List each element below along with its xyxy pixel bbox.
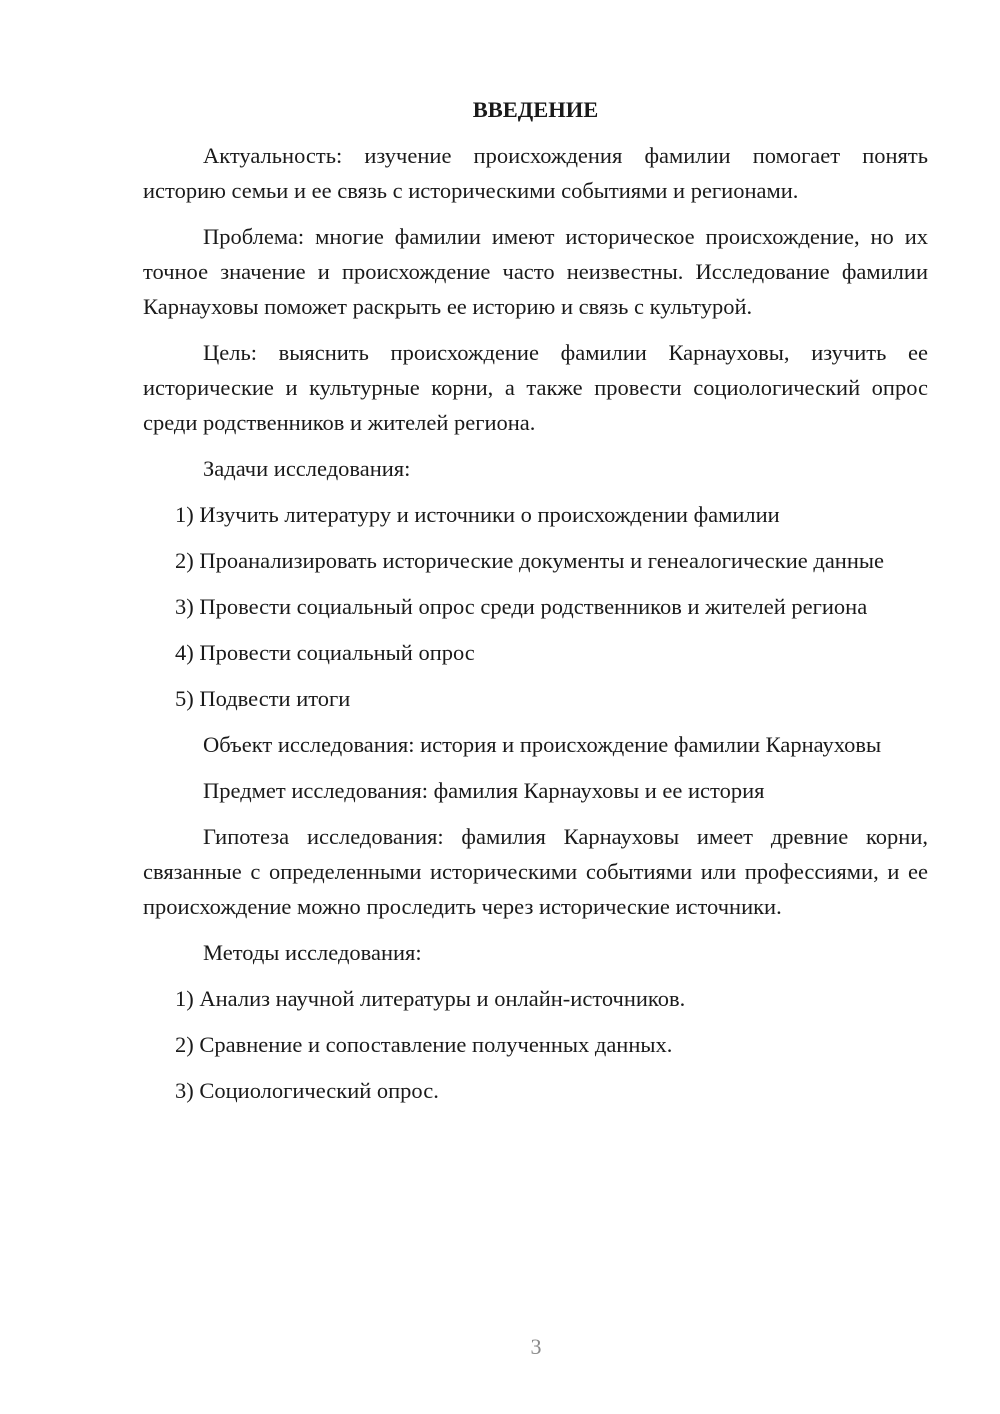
method-item: 2) Сравнение и сопоставление полученных данных. xyxy=(175,1032,673,1057)
document-body xyxy=(143,92,928,1119)
methods-heading: Методы исследования: xyxy=(203,940,422,965)
relevance-paragraph: Актуальность: изучение происхождения фамилии помогает понять историю семьи и ее связь с историческими событиями и регионами. xyxy=(143,143,928,203)
task-item: 3) Провести социальный опрос среди родственников и жителей региона xyxy=(175,594,868,619)
page-number: 3 xyxy=(530,1334,542,1359)
tasks-heading: Задачи исследования: xyxy=(203,456,411,481)
task-item: 2) Проанализировать исторические документы и генеалогические данные xyxy=(175,548,884,573)
object-paragraph: Объект исследования: история и происхождение фамилии Карнауховы xyxy=(203,732,882,757)
task-item: 4) Провести социальный опрос xyxy=(175,640,475,665)
hypothesis-paragraph: Гипотеза исследования: фамилия Карнауховы имеет древние корни, связанные с определенными историческими событиями или профессиями, и ее происхождение можно проследить через исторические источники. xyxy=(143,824,928,919)
subject-paragraph: Предмет исследования: фамилия Карнауховы и ее история xyxy=(203,778,765,803)
task-item: 5) Подвести итоги xyxy=(175,686,351,711)
problem-paragraph: Проблема: многие фамилии имеют историческое происхождение, но их точное значение и происхождение часто неизвестны. Исследование фамилии Карнауховы поможет раскрыть ее историю и связь с культурой. xyxy=(143,224,928,319)
task-item: 1) Изучить литературу и источники о происхождении фамилии xyxy=(175,502,780,527)
section-title: ВВЕДЕНИЕ xyxy=(472,97,599,122)
goal-paragraph: Цель: выяснить происхождение фамилии Карнауховы, изучить ее исторические и культурные корни, а также провести социологический опрос среди родственников и жителей региона. xyxy=(143,340,928,435)
method-item: 3) Социологический опрос. xyxy=(175,1078,439,1103)
method-item: 1) Анализ научной литературы и онлайн-источников. xyxy=(175,986,686,1011)
